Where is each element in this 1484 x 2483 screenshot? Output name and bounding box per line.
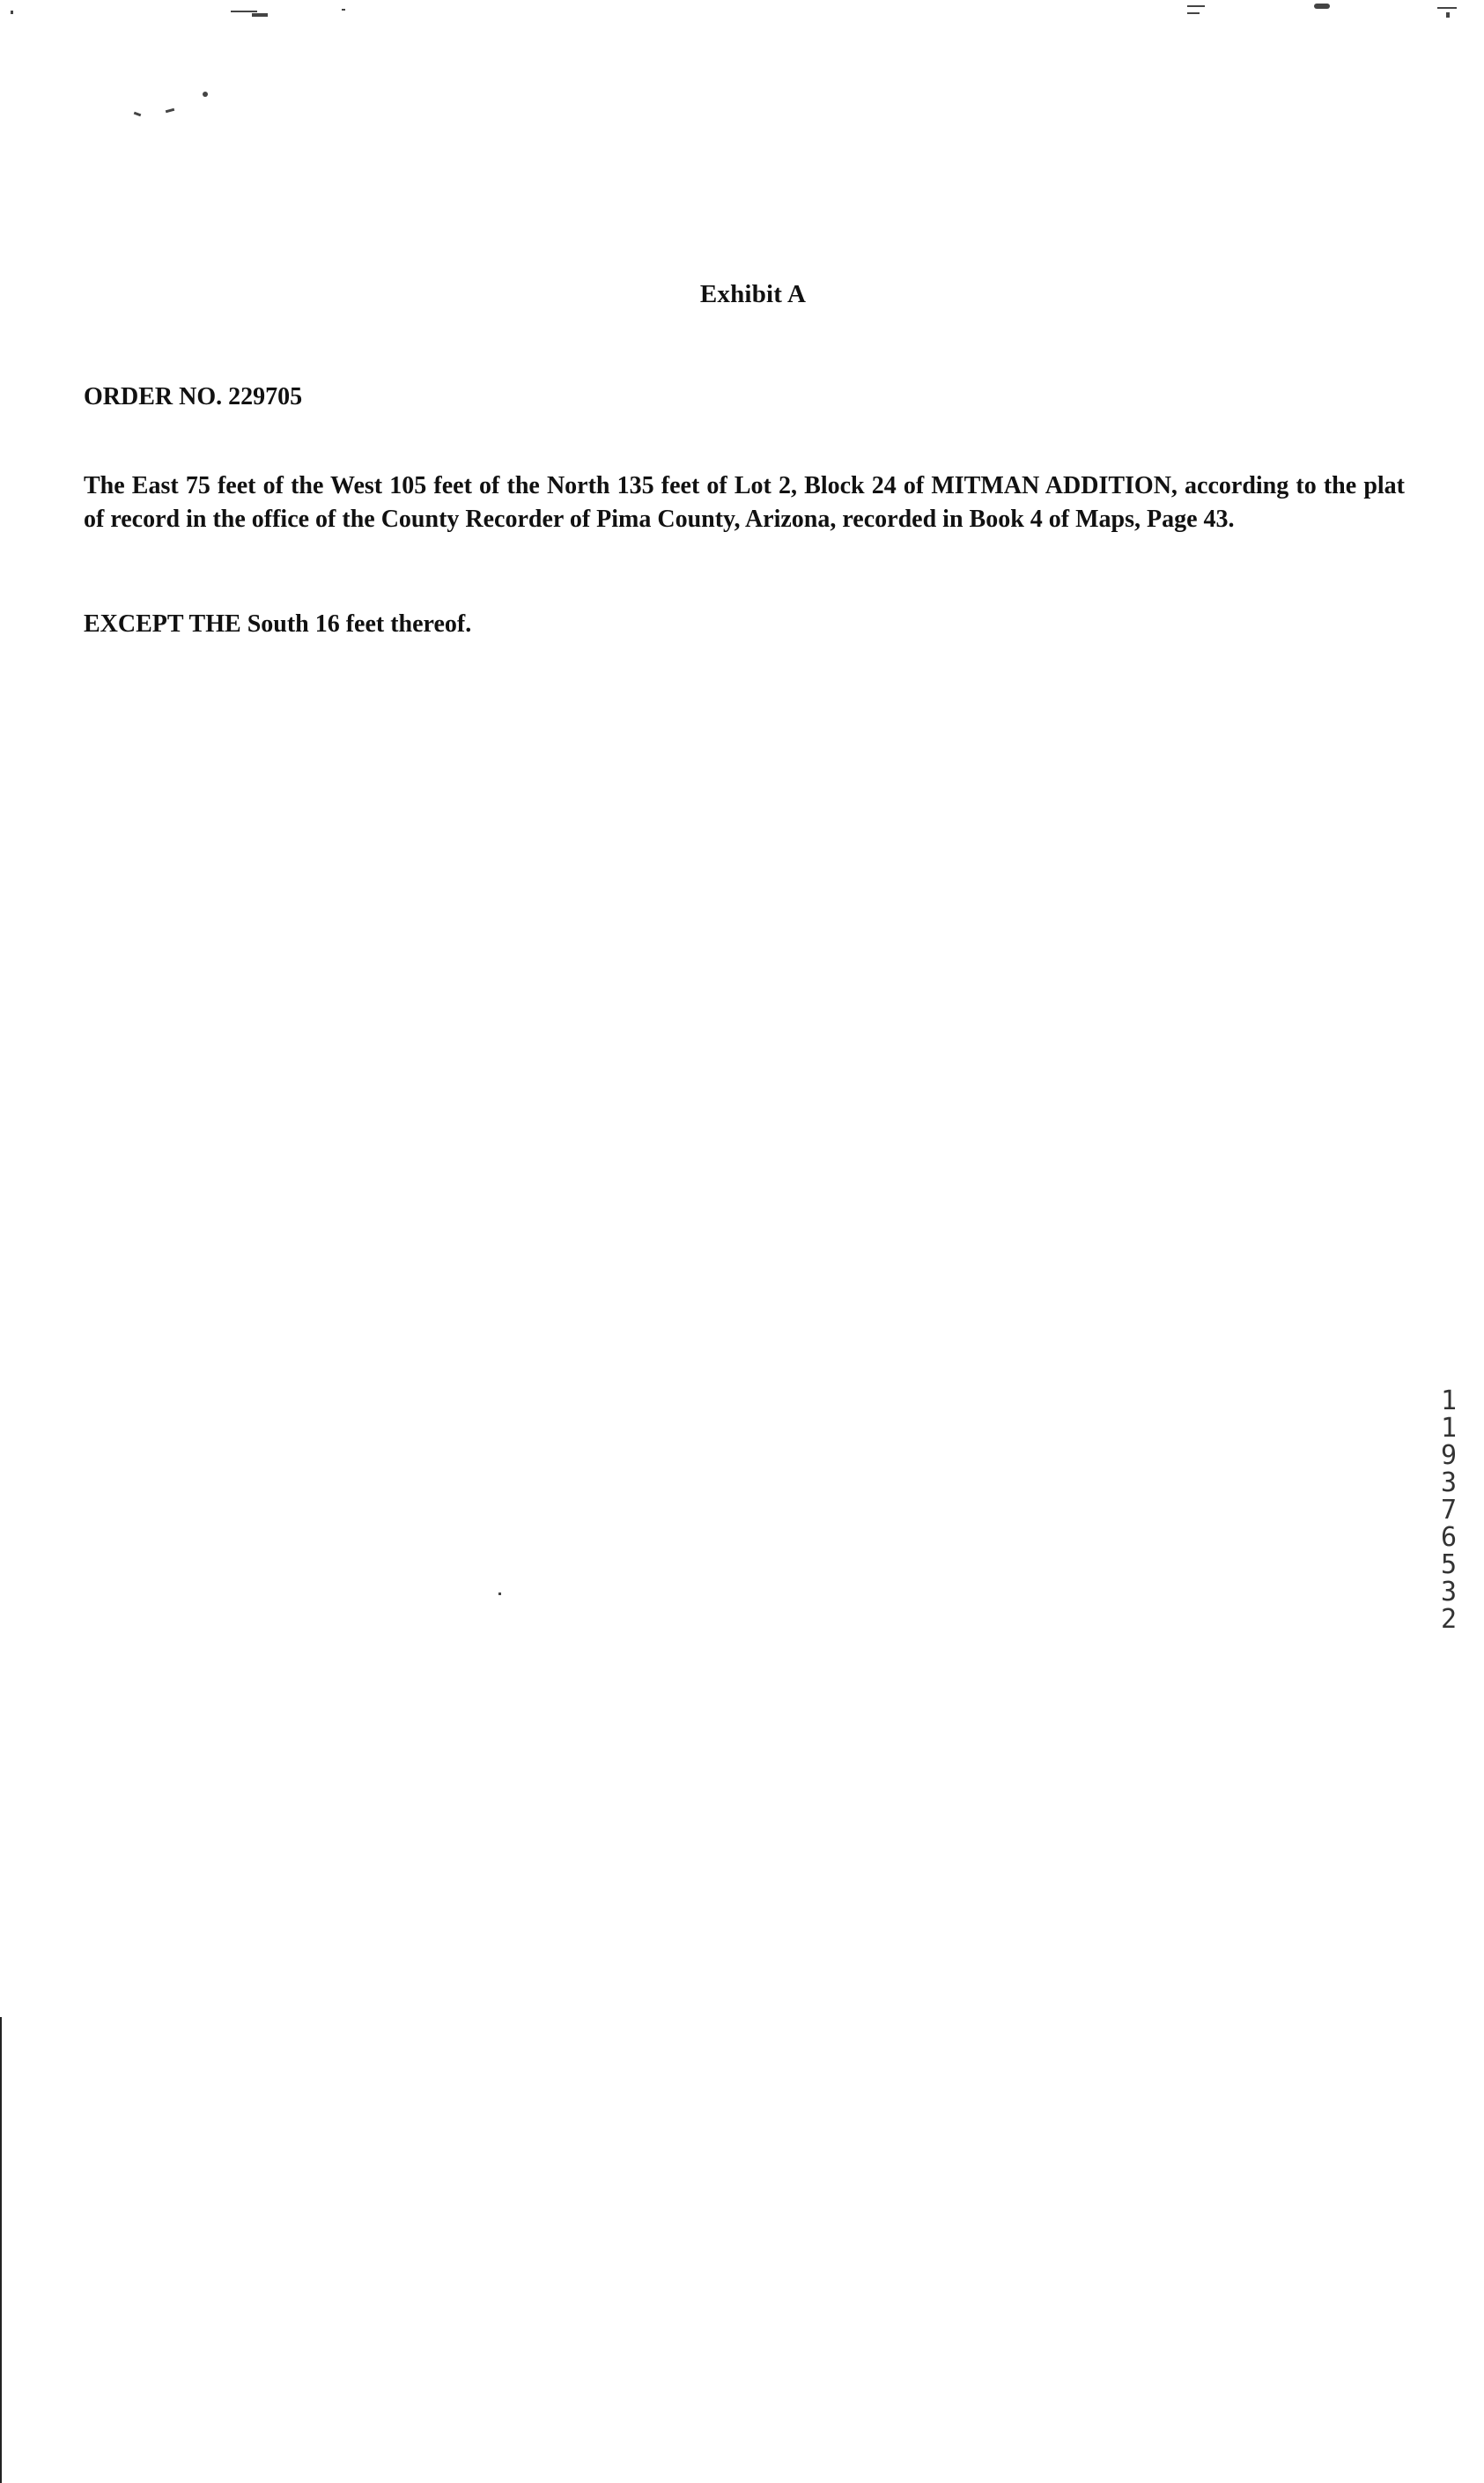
exhibit-title: Exhibit A xyxy=(699,280,807,308)
scan-edge-line xyxy=(0,2017,2,2483)
exception-clause: EXCEPT THE South 16 feet thereof. xyxy=(84,610,472,638)
scan-artifact xyxy=(203,92,208,97)
scan-artifact xyxy=(1437,7,1457,9)
scan-artifact xyxy=(342,9,345,11)
scan-artifact xyxy=(134,112,142,117)
scan-artifact xyxy=(166,108,174,113)
legal-description: The East 75 feet of the West 105 feet of the North 135 feet of Lot 2, Block 24 of MITMAN ADDITION, according to the plat of record in the office of the County Recorder of Pima County, Arizona, recorded in Book 4 of Maps, Page 43. xyxy=(84,472,1405,533)
scan-artifact xyxy=(1446,12,1450,18)
order-number: ORDER NO. 229705 xyxy=(84,383,303,410)
scan-artifact xyxy=(231,11,257,12)
scan-artifact xyxy=(1187,12,1200,14)
scan-artifact xyxy=(498,1593,501,1595)
scan-artifact xyxy=(252,13,268,17)
scan-artifact xyxy=(1187,5,1205,7)
scan-artifact xyxy=(11,11,13,14)
margin-recording-number: 11937 6532 xyxy=(1440,1386,1458,1635)
scan-artifact xyxy=(1314,4,1330,9)
